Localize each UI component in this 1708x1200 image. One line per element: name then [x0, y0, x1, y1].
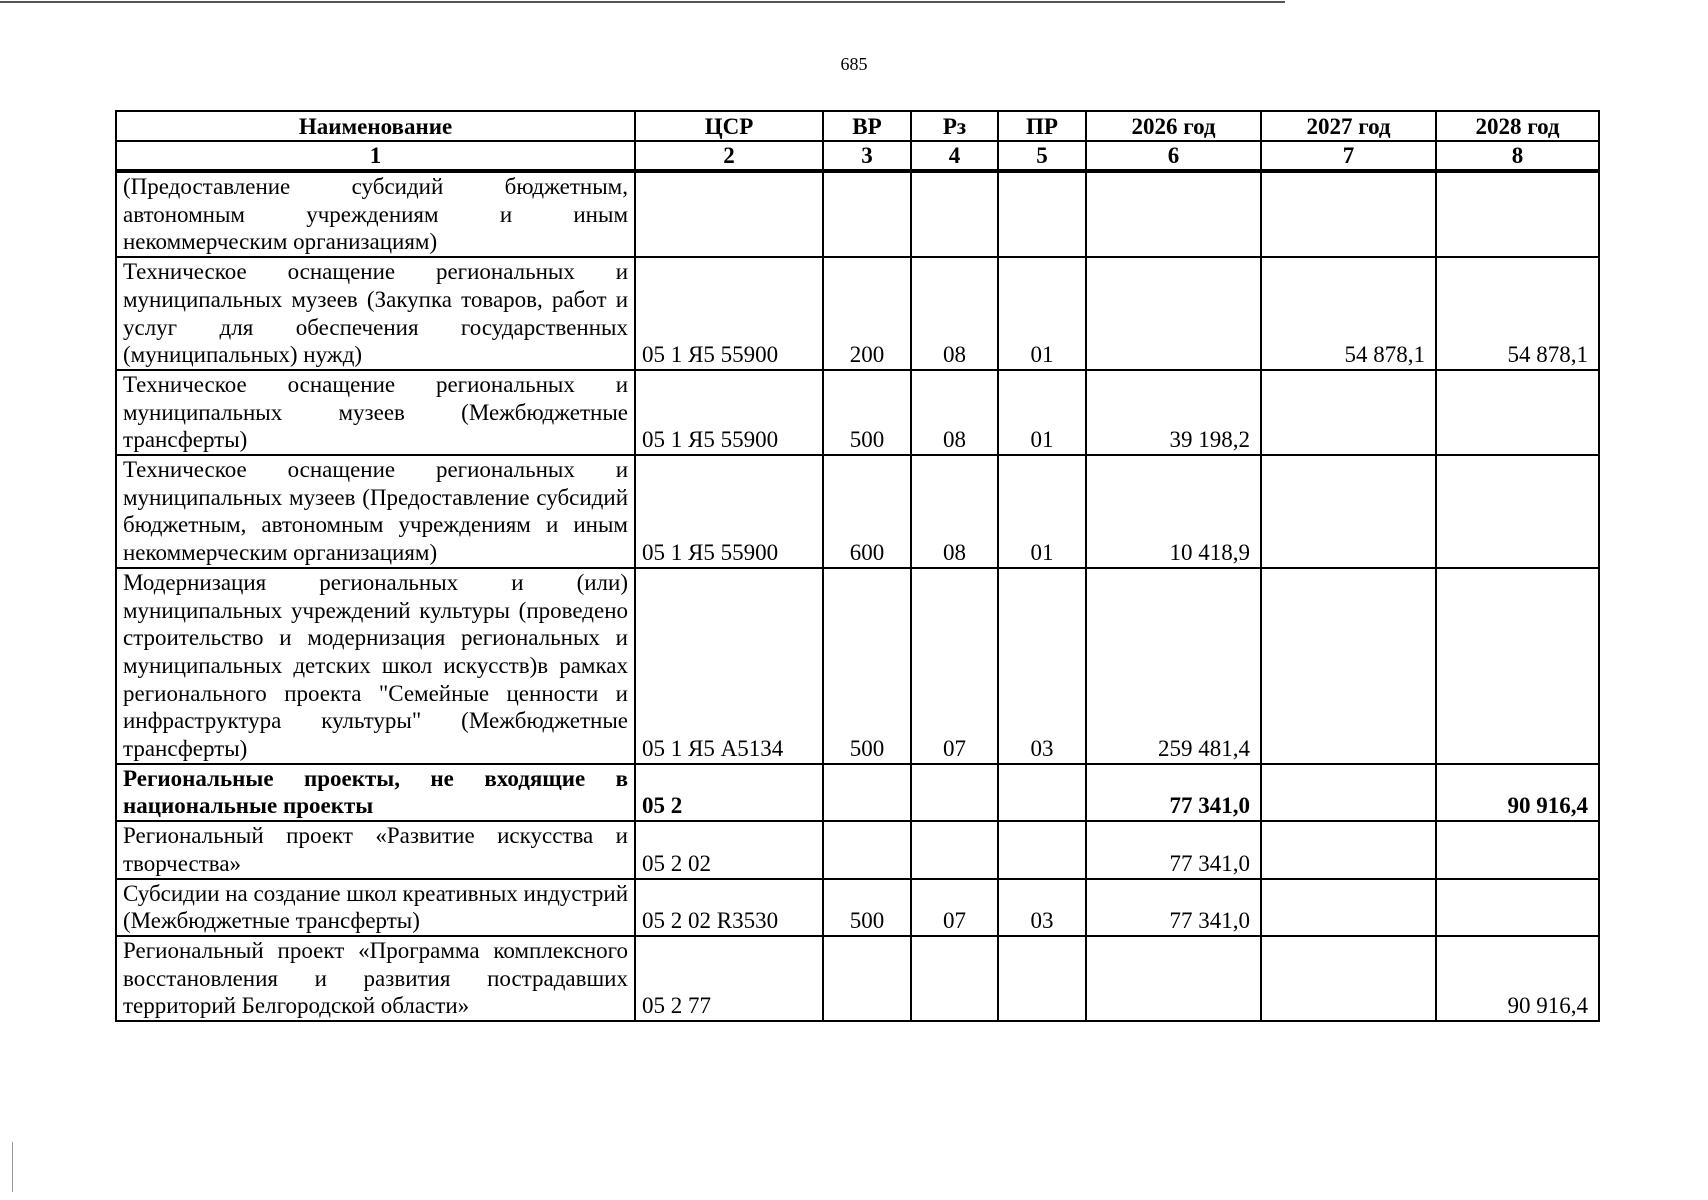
cell-2028: 90 916,4 [1436, 764, 1599, 821]
cell-name: Техническое оснащение региональных и муниципальных музеев (Закупка товаров, работ и услуг для обеспечения государственных (муниципальных) нужд) [116, 257, 635, 370]
cell-2028 [1436, 370, 1599, 455]
cell-2026: 77 341,0 [1086, 879, 1261, 936]
header-rz: Рз [911, 111, 998, 141]
cell-rz: 08 [911, 257, 998, 370]
cell-pr: 01 [998, 455, 1086, 568]
cell-vr [823, 821, 911, 878]
cell-csr: 05 1 Я5 55900 [635, 370, 823, 455]
cell-2028 [1436, 455, 1599, 568]
cell-rz: 08 [911, 370, 998, 455]
cell-pr [998, 936, 1086, 1021]
table-row [116, 764, 1599, 821]
cell-2027 [1261, 370, 1436, 455]
header-name: Наименование [116, 111, 635, 141]
cell-pr: 03 [998, 879, 1086, 936]
cell-2026: 39 198,2 [1086, 370, 1261, 455]
scan-margin-mark [12, 1142, 13, 1192]
budget-table [115, 110, 1600, 1022]
cell-rz: 07 [911, 879, 998, 936]
scan-top-rule [0, 1, 1285, 3]
header-2026: 2026 год [1086, 111, 1261, 141]
cell-pr [998, 171, 1086, 257]
header-2028: 2028 год [1436, 111, 1599, 141]
cell-pr: 01 [998, 257, 1086, 370]
cell-2028: 90 916,4 [1436, 936, 1599, 1021]
cell-pr [998, 821, 1086, 878]
cell-pr: 03 [998, 568, 1086, 764]
table-row [116, 257, 1599, 370]
cell-2028 [1436, 568, 1599, 764]
cell-name: Региональные проекты, не входящие в национальные проекты [116, 764, 635, 821]
header-2027: 2027 год [1261, 111, 1436, 141]
table-row [116, 879, 1599, 936]
cell-vr [823, 936, 911, 1021]
cell-pr [998, 764, 1086, 821]
cell-vr: 500 [823, 568, 911, 764]
cell-name: Модернизация региональных и (или) муниципальных учреждений культуры (проведено строительство и модернизация региональных и муниципальных детских школ искусств)в рамках регионального проекта "Семейные ценности и инфраструктура культуры" (Межбюджетные трансферты) [116, 568, 635, 764]
cell-csr: 05 2 02 [635, 821, 823, 878]
cell-2028: 54 878,1 [1436, 257, 1599, 370]
table-row [116, 821, 1599, 878]
cell-csr: 05 2 [635, 764, 823, 821]
cell-name: Техническое оснащение региональных и муниципальных музеев (Межбюджетные трансферты) [116, 370, 635, 455]
colnum-6: 6 [1086, 141, 1261, 171]
cell-2028 [1436, 171, 1599, 257]
table-row [116, 936, 1599, 1021]
cell-2026: 77 341,0 [1086, 764, 1261, 821]
colnum-7: 7 [1261, 141, 1436, 171]
page-number: 685 [840, 54, 868, 74]
colnum-3: 3 [823, 141, 911, 171]
cell-rz [911, 821, 998, 878]
colnum-1: 1 [116, 141, 635, 171]
cell-name: Региональный проект «Развитие искусства и творчества» [116, 821, 635, 878]
cell-2028 [1436, 879, 1599, 936]
cell-vr [823, 764, 911, 821]
cell-name: Региональный проект «Программа комплексного восстановления и развития пострадавших территорий Белгородской области» [116, 936, 635, 1021]
cell-name: (Предоставление субсидий бюджетным, автономным учреждениям и иным некоммерческим организациям) [116, 171, 635, 257]
colnum-4: 4 [911, 141, 998, 171]
cell-rz: 08 [911, 455, 998, 568]
cell-2026: 10 418,9 [1086, 455, 1261, 568]
header-vr: ВР [823, 111, 911, 141]
cell-pr: 01 [998, 370, 1086, 455]
cell-rz: 07 [911, 568, 998, 764]
colnum-8: 8 [1436, 141, 1599, 171]
cell-name: Техническое оснащение региональных и муниципальных музеев (Предоставление субсидий бюджетным, автономным учреждениям и иным некоммерческим организациям) [116, 455, 635, 568]
cell-csr: 05 1 Я5 А5134 [635, 568, 823, 764]
cell-vr: 500 [823, 879, 911, 936]
cell-rz [911, 936, 998, 1021]
cell-vr: 500 [823, 370, 911, 455]
cell-vr [823, 171, 911, 257]
cell-2027 [1261, 936, 1436, 1021]
colnum-2: 2 [635, 141, 823, 171]
cell-csr: 05 2 77 [635, 936, 823, 1021]
header-csr: ЦСР [635, 111, 823, 141]
table-row [116, 370, 1599, 455]
cell-2027: 54 878,1 [1261, 257, 1436, 370]
cell-rz [911, 171, 998, 257]
cell-2027 [1261, 171, 1436, 257]
cell-vr: 600 [823, 455, 911, 568]
table-row [116, 171, 1599, 257]
cell-2027 [1261, 764, 1436, 821]
cell-2027 [1261, 568, 1436, 764]
colnum-5: 5 [998, 141, 1086, 171]
table-header [116, 111, 1599, 171]
cell-csr: 05 1 Я5 55900 [635, 455, 823, 568]
cell-2028 [1436, 821, 1599, 878]
cell-2027 [1261, 455, 1436, 568]
table-row [116, 455, 1599, 568]
cell-csr: 05 2 02 R3530 [635, 879, 823, 936]
cell-2026 [1086, 936, 1261, 1021]
cell-vr: 200 [823, 257, 911, 370]
header-pr: ПР [998, 111, 1086, 141]
cell-2026: 77 341,0 [1086, 821, 1261, 878]
table-body [116, 171, 1599, 1021]
cell-2026 [1086, 257, 1261, 370]
cell-name: Субсидии на создание школ креативных индустрий (Межбюджетные трансферты) [116, 879, 635, 936]
cell-csr [635, 171, 823, 257]
cell-2026: 259 481,4 [1086, 568, 1261, 764]
table-row [116, 568, 1599, 764]
cell-csr: 05 1 Я5 55900 [635, 257, 823, 370]
cell-2027 [1261, 821, 1436, 878]
cell-2026 [1086, 171, 1261, 257]
cell-2027 [1261, 879, 1436, 936]
cell-rz [911, 764, 998, 821]
